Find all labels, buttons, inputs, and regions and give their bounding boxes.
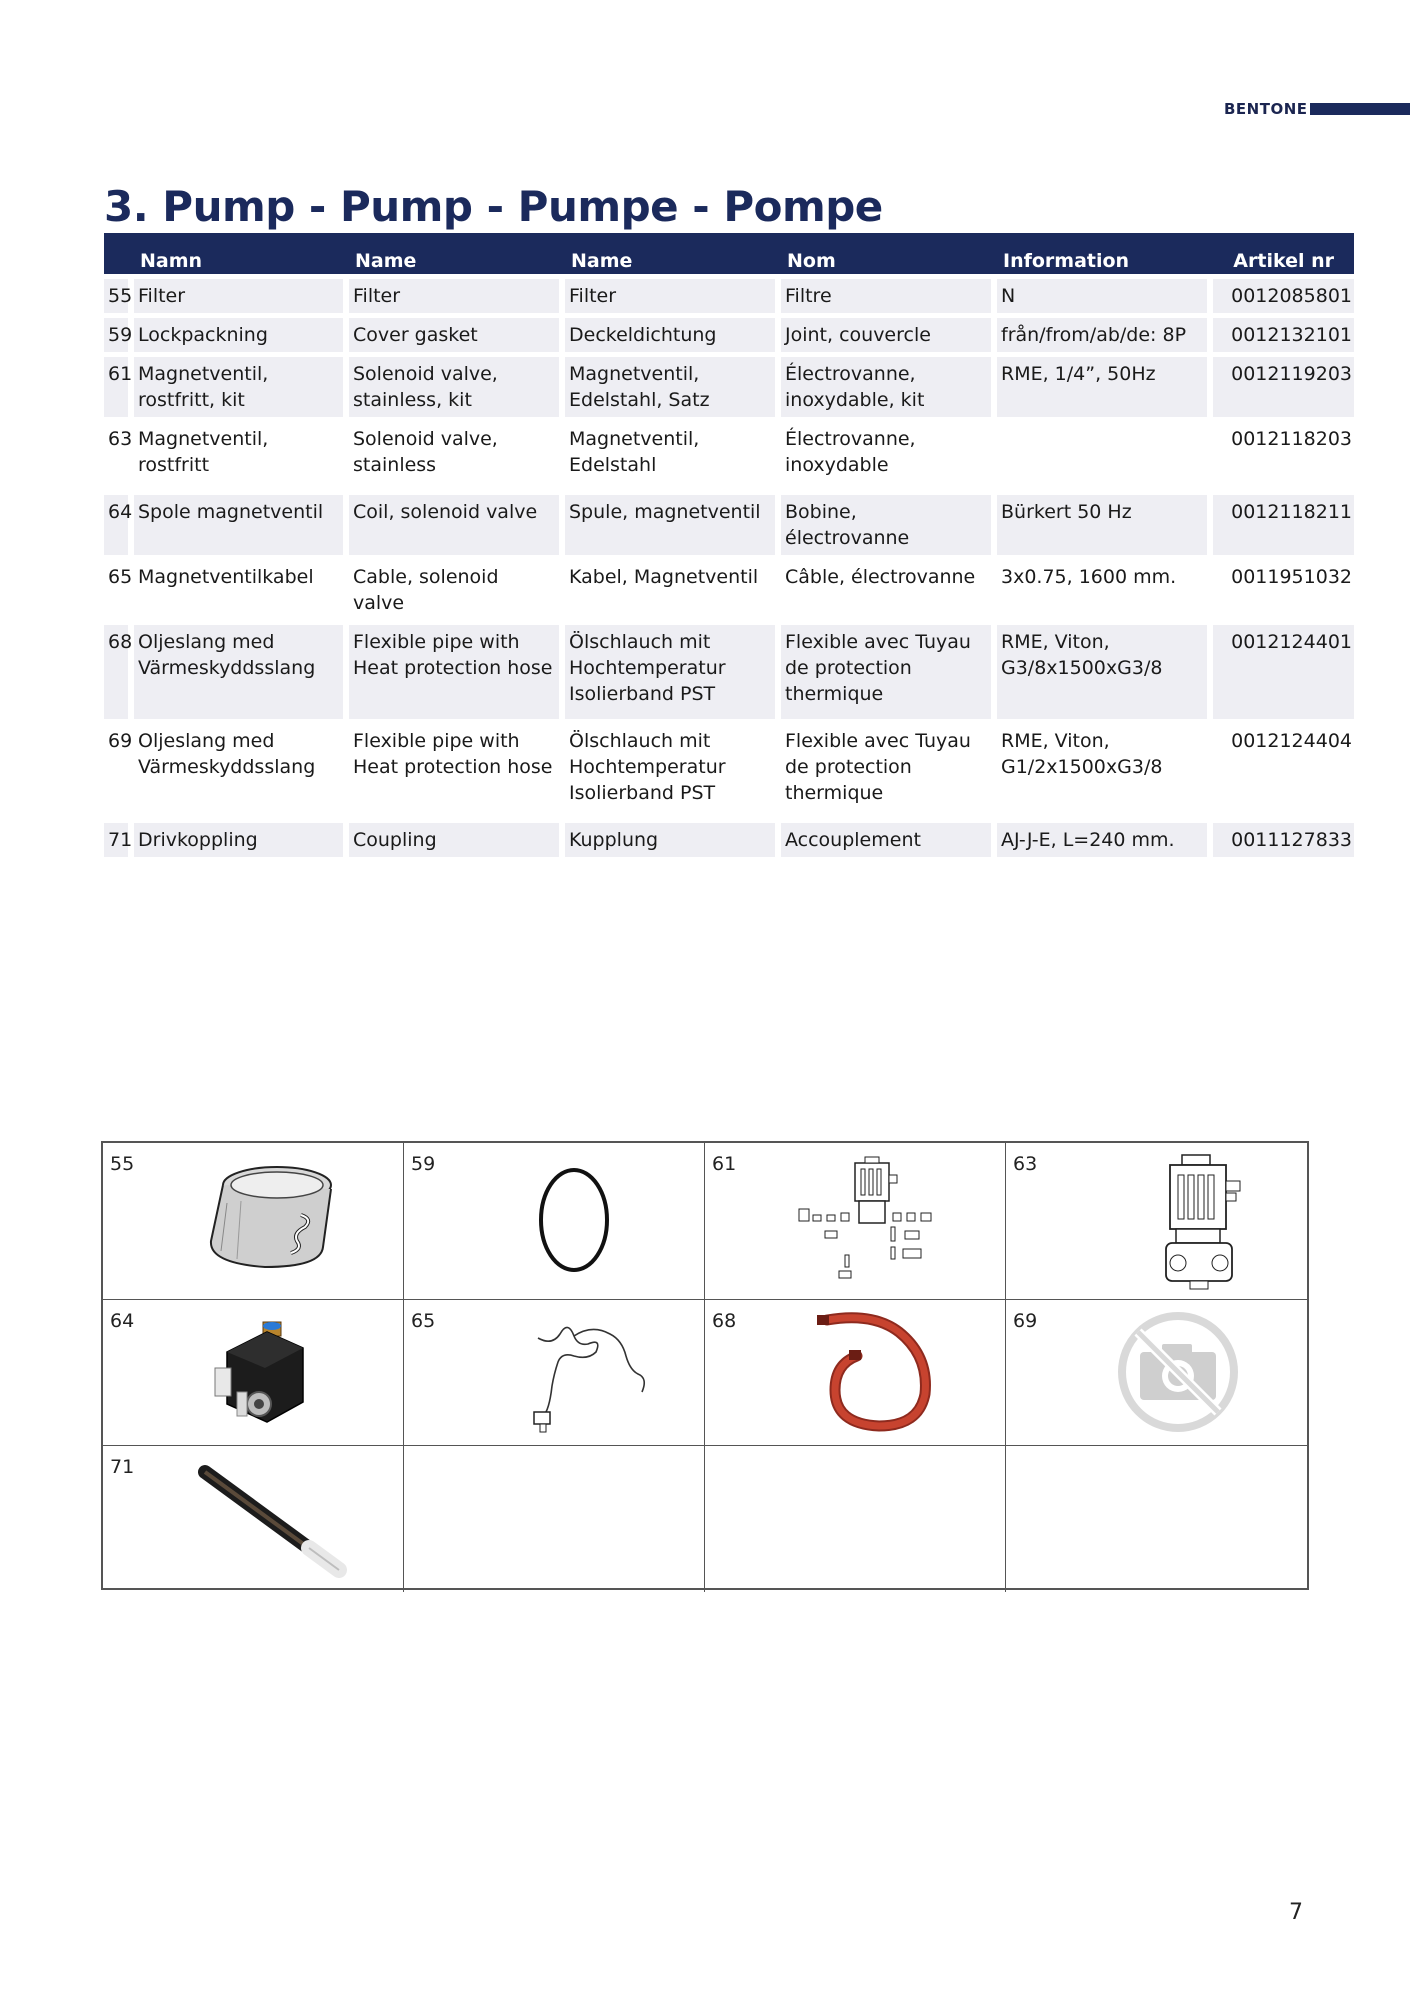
- article-number: 0012132101: [1213, 318, 1354, 352]
- header-name-en: Name: [349, 233, 565, 274]
- name-de: Deckeldichtung: [565, 318, 781, 352]
- row-num: 64: [104, 495, 134, 555]
- name-en: Coupling: [349, 823, 565, 857]
- information: från/from/ab/de: 8P: [997, 318, 1213, 352]
- article-number: 0012118211: [1213, 495, 1354, 555]
- image-cell: [705, 1300, 1006, 1446]
- information: 3x0.75, 1600 mm.: [997, 560, 1213, 620]
- information: AJ-J-E, L=240 mm.: [997, 823, 1213, 857]
- name-fr: Joint, couvercle: [781, 318, 997, 352]
- header-num: [104, 233, 134, 274]
- name-fr: Accouplement: [781, 823, 997, 857]
- image-cell: [404, 1300, 705, 1446]
- image-label: 59: [411, 1153, 436, 1175]
- image-label: 65: [411, 1310, 436, 1332]
- image-cell: [1006, 1143, 1307, 1300]
- hose-icon: [813, 1310, 943, 1436]
- name-sv: Magnetventil, rostfritt, kit: [134, 357, 349, 417]
- row-num: 71: [104, 823, 134, 857]
- name-sv: Lockpackning: [134, 318, 349, 352]
- article-number: 0011127833: [1213, 823, 1354, 857]
- information: RME, 1/4”, 50Hz: [997, 357, 1213, 417]
- name-fr: Bobine, électrovanne: [781, 495, 997, 555]
- article-number: 0012118203: [1213, 422, 1354, 490]
- name-en: Cable, solenoid valve: [349, 560, 565, 620]
- table-row: [104, 625, 1354, 719]
- solenoid-valve-kit-icon: [795, 1155, 955, 1289]
- coupling-icon: [191, 1458, 351, 1578]
- name-en: Flexible pipe with Heat protection hose: [349, 724, 565, 818]
- name-sv: Magnetventil, rostfritt: [134, 422, 349, 490]
- name-en: Coil, solenoid valve: [349, 495, 565, 555]
- solenoid-coil-icon: [207, 1318, 317, 1430]
- name-en: Filter: [349, 279, 565, 313]
- image-cell-empty: [1006, 1446, 1307, 1592]
- table-row: [104, 495, 1354, 555]
- brand-header: [1224, 99, 1308, 119]
- name-de: Kupplung: [565, 823, 781, 857]
- row-num: 55: [104, 279, 134, 313]
- information: RME, Viton, G1/2x1500xG3/8: [997, 724, 1213, 818]
- row-num: 63: [104, 422, 134, 490]
- image-label: 71: [110, 1456, 135, 1478]
- name-fr: Électrovanne, inoxydable, kit: [781, 357, 997, 417]
- name-sv: Filter: [134, 279, 349, 313]
- gasket-ring-icon: [534, 1165, 614, 1275]
- image-label: 69: [1013, 1310, 1038, 1332]
- header-artikel-nr: Artikel nr: [1213, 233, 1354, 274]
- image-label: 63: [1013, 1153, 1038, 1175]
- name-de: Magnetventil, Edelstahl: [565, 422, 781, 490]
- table-header-row: [104, 233, 1354, 274]
- brand-bar: [1310, 103, 1410, 115]
- header-nom: Nom: [781, 233, 997, 274]
- row-num: 61: [104, 357, 134, 417]
- image-cell-empty: [705, 1446, 1006, 1592]
- name-en: Cover gasket: [349, 318, 565, 352]
- table-row: [104, 724, 1354, 818]
- article-number: 0012124401: [1213, 625, 1354, 719]
- cable-icon: [522, 1316, 662, 1440]
- name-sv: Spole magnetventil: [134, 495, 349, 555]
- image-cell: [103, 1446, 404, 1592]
- name-fr: Câble, électrovanne: [781, 560, 997, 620]
- name-fr: Flexible avec Tuyau de protection thermique: [781, 724, 997, 818]
- article-number: 0012085801: [1213, 279, 1354, 313]
- name-de: Spule, magnetventil: [565, 495, 781, 555]
- row-num: 65: [104, 560, 134, 620]
- information: [997, 422, 1213, 490]
- information: RME, Viton, G3/8x1500xG3/8: [997, 625, 1213, 719]
- table-row: [104, 823, 1354, 857]
- name-fr: Flexible avec Tuyau de protection thermique: [781, 625, 997, 719]
- image-label: 68: [712, 1310, 737, 1332]
- brand-name: BENTONE: [1224, 100, 1308, 118]
- name-sv: Oljeslang med Värmeskyddsslang: [134, 625, 349, 719]
- table-row: [104, 279, 1354, 313]
- page-title: 3. Pump - Pump - Pumpe - Pompe: [104, 182, 883, 231]
- table-row: [104, 560, 1354, 620]
- image-cell: [103, 1300, 404, 1446]
- filter-icon: [201, 1163, 341, 1275]
- table-row: [104, 357, 1354, 417]
- header-name-de: Name: [565, 233, 781, 274]
- name-en: Solenoid valve, stainless: [349, 422, 565, 490]
- image-label: 61: [712, 1153, 737, 1175]
- table-row: [104, 422, 1354, 490]
- solenoid-valve-icon: [1156, 1153, 1252, 1293]
- header-namn: Namn: [134, 233, 349, 274]
- image-label: 55: [110, 1153, 135, 1175]
- image-cell-empty: [404, 1446, 705, 1592]
- image-cell: [705, 1143, 1006, 1300]
- name-de: Kabel, Magnetventil: [565, 560, 781, 620]
- image-label: 64: [110, 1310, 135, 1332]
- name-fr: Filtre: [781, 279, 997, 313]
- name-de: Magnetventil, Edelstahl, Satz: [565, 357, 781, 417]
- no-image-icon: [1116, 1310, 1240, 1434]
- row-num: 69: [104, 724, 134, 818]
- table-row: [104, 318, 1354, 352]
- page-number: 7: [1289, 1900, 1303, 1925]
- name-sv: Oljeslang med Värmeskyddsslang: [134, 724, 349, 818]
- name-en: Flexible pipe with Heat protection hose: [349, 625, 565, 719]
- name-de: Ölschlauch mit Hochtemperatur Isolierband PST: [565, 724, 781, 818]
- article-number: 0012124404: [1213, 724, 1354, 818]
- parts-table: [104, 228, 1354, 862]
- image-cell: [103, 1143, 404, 1300]
- header-information: Information: [997, 233, 1213, 274]
- article-number: 0011951032: [1213, 560, 1354, 620]
- information: N: [997, 279, 1213, 313]
- name-sv: Drivkoppling: [134, 823, 349, 857]
- name-en: Solenoid valve, stainless, kit: [349, 357, 565, 417]
- information: Bürkert 50 Hz: [997, 495, 1213, 555]
- name-de: Ölschlauch mit Hochtemperatur Isolierband PST: [565, 625, 781, 719]
- name-fr: Électrovanne, inoxydable: [781, 422, 997, 490]
- name-sv: Magnetventilkabel: [134, 560, 349, 620]
- image-cell: [1006, 1300, 1307, 1446]
- image-cell: [404, 1143, 705, 1300]
- article-number: 0012119203: [1213, 357, 1354, 417]
- row-num: 68: [104, 625, 134, 719]
- row-num: 59: [104, 318, 134, 352]
- parts-image-grid: [101, 1141, 1309, 1590]
- name-de: Filter: [565, 279, 781, 313]
